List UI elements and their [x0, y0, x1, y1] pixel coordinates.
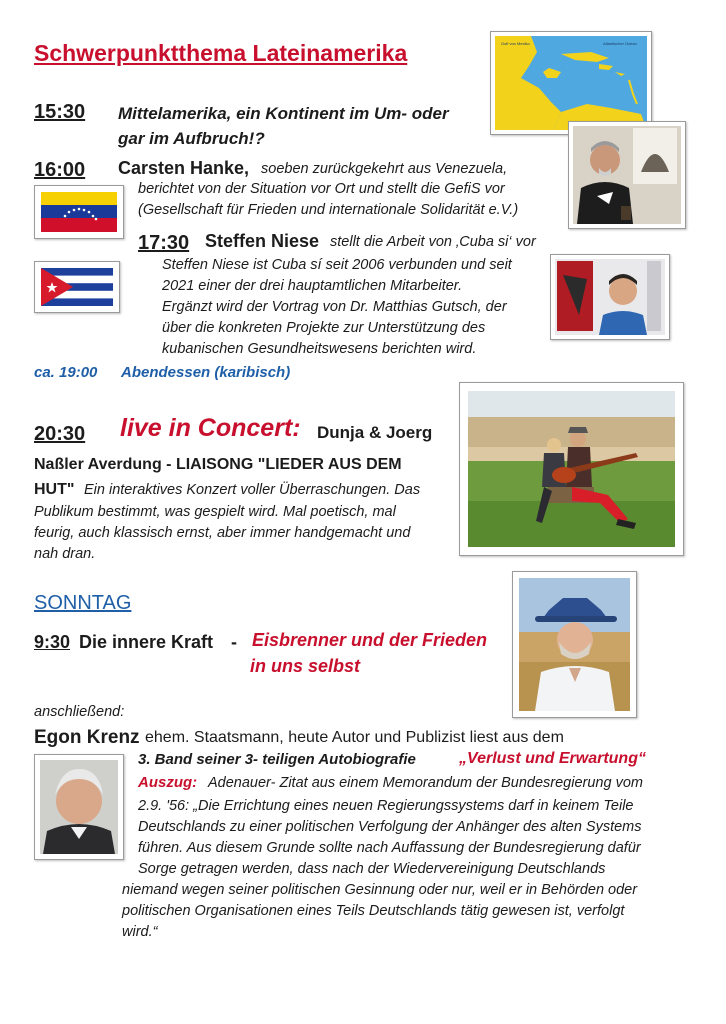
- krenz-book-prefix: 3. Band seiner 3- teiligen Autobiografie: [138, 751, 416, 768]
- concert-photo: [459, 382, 684, 556]
- speaker-egon-krenz: Egon Krenz: [34, 727, 140, 748]
- carsten-line3: (Gesellschaft für Frieden und internationale Solidarität e.V.): [138, 202, 519, 218]
- steffen-line0: stellt die Arbeit von ‚Cuba si‘ vor: [330, 234, 536, 250]
- map-label-right: Atlantischer Ozean: [603, 41, 637, 46]
- steffen-line3: Ergänzt wird der Vortrag von Dr. Matthias Gutsch, der: [162, 299, 507, 315]
- sunday-subtitle-1: Eisbrenner und der Frieden: [252, 630, 488, 650]
- quote-block-2: [122, 880, 637, 943]
- eisbrenner-photo: [512, 571, 637, 718]
- venezuela-flag: [34, 185, 124, 239]
- concert-headline: live in Concert:: [120, 414, 301, 442]
- concert-artists-2: Naßler Averdung - LIAISONG "LIEDER AUS DEM: [34, 456, 402, 473]
- steffen-line1: Steffen Niese ist Cuba sí seit 2006 verbunden und seit: [162, 257, 512, 273]
- quote-line-8: wird.“: [122, 924, 158, 940]
- concert-description: [34, 502, 410, 565]
- cuba-flag: [34, 261, 120, 313]
- quote-line-3: Deutschlands zu einer politischen Verfolgung der Anhänger des alten Systems: [138, 819, 642, 835]
- concert-desc-4: nah dran.: [34, 546, 96, 562]
- krenz-book-title: „Verlust und Erwartung“: [459, 750, 646, 767]
- sunday-dash: -: [231, 632, 237, 652]
- sunday-heading: SONNTAG: [34, 592, 132, 614]
- page-title: Schwerpunktthema Lateinamerika: [34, 40, 408, 66]
- carsten-line1: soeben zurückgekehrt aus Venezuela,: [261, 161, 508, 177]
- excerpt-label: Auszug:: [138, 774, 198, 791]
- map-photo: [490, 31, 652, 135]
- session-1530-line1: Mittelamerika, ein Kontinent im Um- oder: [118, 104, 449, 123]
- time-1530: 15:30: [34, 101, 86, 123]
- steffen-description: [162, 255, 512, 360]
- dinner-label: Abendessen (karibisch): [121, 364, 291, 381]
- quote-line-4: führen. Aus diesem Grunde sollte nach Auffassung der Bundesregierung dafür: [138, 840, 641, 856]
- session-1530-title: [118, 101, 449, 151]
- concert-artists-1: Dunja & Joerg: [317, 423, 433, 442]
- time-1730: 17:30: [138, 232, 190, 254]
- speaker-steffen-niese: Steffen Niese: [205, 231, 320, 251]
- concert-desc-3: feurig, auch klassisch ernst, aber immer handgemacht und: [34, 525, 411, 541]
- speaker-carsten-hanke: Carsten Hanke,: [118, 158, 250, 178]
- carsten-hanke-photo: [568, 121, 686, 229]
- time-0930: 9:30: [34, 632, 71, 652]
- session-1530-line2: gar im Aufbruch!?: [118, 129, 265, 148]
- time-2030: 20:30: [34, 423, 86, 445]
- quote-block: [138, 796, 642, 880]
- sunday-session-title: Die innere Kraft: [79, 632, 214, 652]
- quote-line-1: Adenauer- Zitat aus einem Memorandum der Bundesregierung vom: [208, 775, 643, 791]
- concert-desc-2: Publikum bestimmt, was gespielt wird. Mal poetisch, mal: [34, 504, 396, 520]
- time-1600: 16:00: [34, 159, 86, 181]
- quote-line-6: niemand wegen seiner politischen Gesinnung oder nur, weil er in Behörden oder: [122, 882, 638, 898]
- carsten-line2: berichtet von der Situation vor Ort und stellt die GefiS vor: [138, 181, 505, 197]
- concert-desc-1: Ein interaktives Konzert voller Überraschungen. Das: [84, 482, 421, 498]
- map-label-left: Golf von Mexiko: [501, 41, 530, 46]
- krenz-intro: ehem. Staatsmann, heute Autor und Publizist liest aus dem: [145, 729, 564, 746]
- steffen-line5: kubanischen Gesundheitswesens berichten wird.: [162, 341, 477, 357]
- egon-krenz-photo: [34, 754, 124, 860]
- quote-line-5: Sorge getragen werden, dass nach der Wiedervereinigung Deutschlands: [138, 861, 606, 877]
- steffen-niese-photo: [550, 254, 670, 340]
- steffen-line4: über die konkreten Projekte zur Unterstützung des: [162, 320, 486, 336]
- concert-artists-3: HUT": [34, 481, 75, 498]
- sunday-subtitle-2: in uns selbst: [250, 656, 361, 676]
- quote-line-2: 2.9. '56: „Die Errichtung eines neuen Regierungssystems darf in keinem Teile: [138, 798, 634, 814]
- anschliessend-label: anschließend:: [34, 704, 125, 720]
- steffen-line2: 2021 einer der drei hauptamtlichen Mitarbeiter.: [162, 278, 463, 294]
- quote-line-7: politischen Organisationen eines Teils Deutschlands tätig gewesen ist, verfolgt: [122, 903, 625, 919]
- dinner-time: ca. 19:00: [34, 364, 98, 381]
